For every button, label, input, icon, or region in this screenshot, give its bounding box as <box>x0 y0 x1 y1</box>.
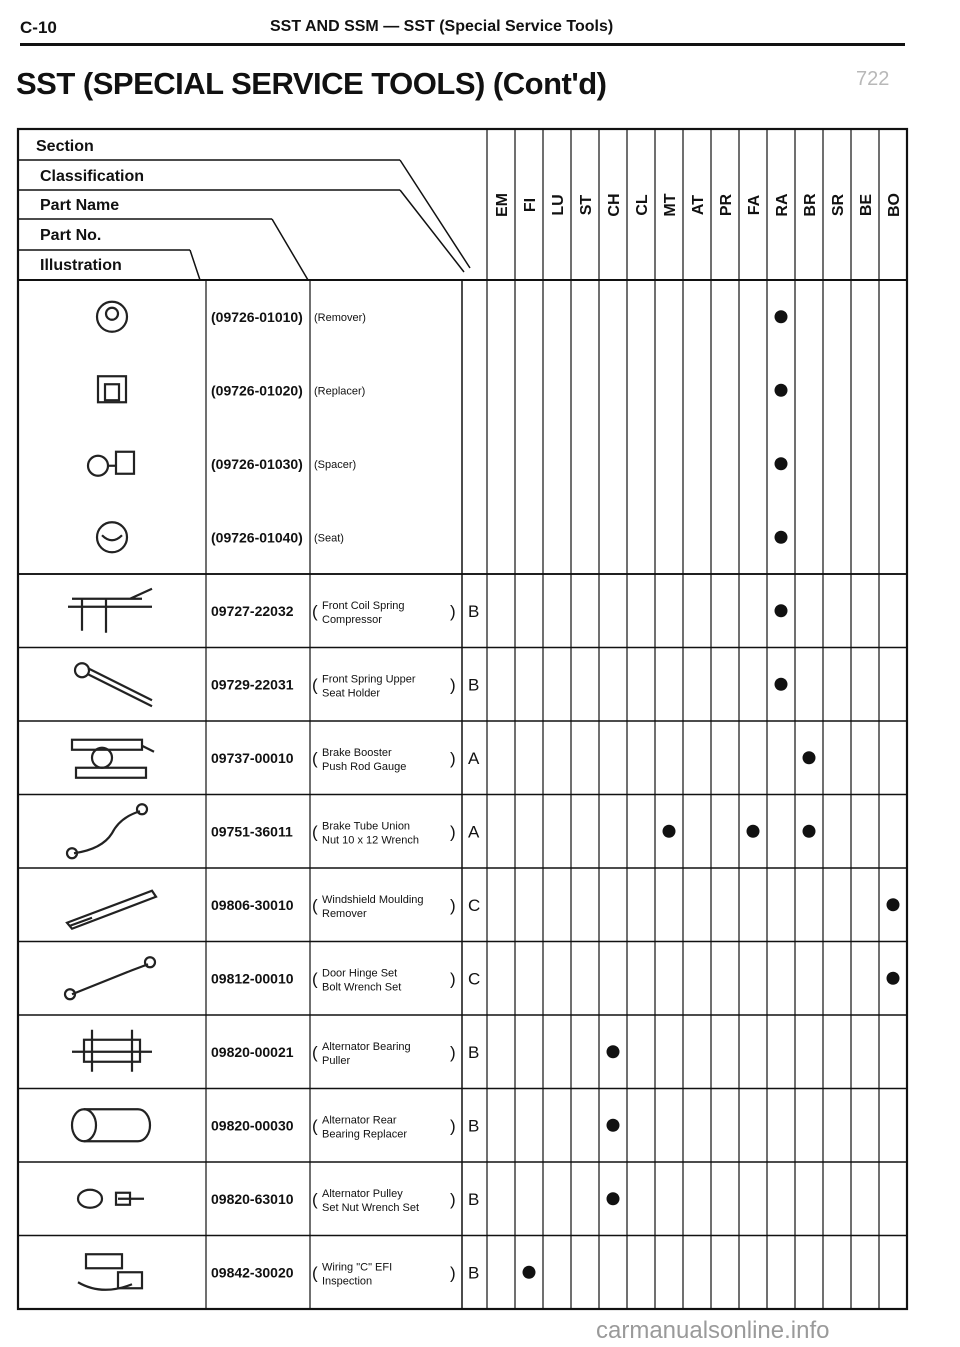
part-name: Brake Booster <box>322 746 392 759</box>
corner-mark: 722 <box>856 68 890 90</box>
part-name: Remover <box>322 907 367 920</box>
part-name: (Replacer) <box>314 385 366 398</box>
part-no: 09842-30020 <box>211 1264 294 1281</box>
part-no: (09726-01040) <box>211 529 303 546</box>
part-name: Door Hinge Set <box>322 967 398 980</box>
part-name: Puller <box>322 1054 351 1067</box>
applicability-dot-ra <box>775 678 788 691</box>
part-name: Wiring "C" EFI <box>322 1261 393 1274</box>
applicability-dot-mt <box>663 825 676 838</box>
page-title: SST (SPECIAL SERVICE TOOLS) (Cont'd) <box>16 66 607 101</box>
applicability-dot-br <box>803 825 816 838</box>
paren-close: ) <box>450 675 456 695</box>
applicability-dot-fi <box>523 1266 536 1279</box>
part-name: Brake Tube Union <box>322 820 411 833</box>
part-name: (Remover) <box>314 311 366 324</box>
bearing-replacer-icon <box>72 1109 150 1141</box>
part-name: Front Spring Upper <box>322 673 416 686</box>
part-name: Bearing Replacer <box>322 1128 407 1141</box>
paren-open: ( <box>312 748 318 768</box>
classification: B <box>468 601 480 621</box>
column-header-mt: MT <box>662 193 679 217</box>
column-header-st: ST <box>578 194 595 216</box>
part-no: 09729-22031 <box>211 676 294 693</box>
classification: B <box>468 675 480 695</box>
part-name: Nut 10 x 12 Wrench <box>322 834 420 847</box>
paren-open: ( <box>312 1116 318 1136</box>
applicability-dot-ra <box>775 384 788 397</box>
applicability-dot-ch <box>607 1119 620 1132</box>
part-no: 09751-36011 <box>211 823 293 840</box>
column-header-at: AT <box>690 194 707 216</box>
classification: B <box>468 1042 480 1062</box>
column-header-br: BR <box>802 193 819 217</box>
classification: B <box>468 1263 480 1283</box>
part-no: 09812-00010 <box>211 970 294 987</box>
part-name: Windshield Moulding <box>322 893 424 906</box>
paren-close: ) <box>450 748 456 768</box>
part-name: Seat Holder <box>322 687 381 700</box>
seat-ring-icon <box>97 522 127 552</box>
classification: B <box>468 1189 480 1209</box>
applicability-dot-ra <box>775 531 788 544</box>
column-header-em: EM <box>494 193 511 217</box>
paren-open: ( <box>312 601 318 621</box>
part-no: (09726-01030) <box>211 455 303 472</box>
paren-open: ( <box>312 895 318 915</box>
header-illustration-label: Illustration <box>40 257 122 274</box>
part-name: Bolt Wrench Set <box>322 981 402 994</box>
part-no: (09726-01010) <box>211 308 303 325</box>
part-no: 09820-63010 <box>211 1190 294 1207</box>
column-header-lu: LU <box>550 194 567 216</box>
applicability-dot-ra <box>775 604 788 617</box>
watermark: carmanualsonline.info <box>596 1317 830 1344</box>
part-no: 09806-30010 <box>211 896 294 913</box>
paren-close: ) <box>450 1263 456 1283</box>
part-no: 09737-00010 <box>211 749 294 766</box>
paren-close: ) <box>450 601 456 621</box>
spacer-pair-icon <box>88 452 134 476</box>
part-no: 09820-00030 <box>211 1117 294 1134</box>
wiring-inspection-icon <box>78 1254 142 1290</box>
classification: A <box>468 822 480 842</box>
running-header: SST AND SSM — SST (Special Service Tools) <box>270 18 614 35</box>
part-name: Inspection <box>322 1275 373 1288</box>
paren-open: ( <box>312 1042 318 1062</box>
page-number: C-10 <box>20 18 57 37</box>
part-no: (09726-01020) <box>211 382 303 399</box>
pulley-wrench-icon <box>78 1190 144 1208</box>
seat-holder-icon <box>75 663 152 706</box>
replacer-cup-icon <box>98 376 126 402</box>
header-classification-label: Classification <box>40 168 145 185</box>
applicability-dot-ra <box>775 310 788 323</box>
header-diagonal <box>190 250 200 280</box>
paren-close: ) <box>450 1116 456 1136</box>
part-name: Front Coil Spring <box>322 599 405 612</box>
header-diagonal <box>400 160 470 268</box>
part-name: Push Rod Gauge <box>322 760 407 773</box>
column-header-sr: SR <box>830 193 847 217</box>
part-name: Alternator Pulley <box>322 1187 403 1200</box>
bearing-puller-icon <box>72 1030 152 1072</box>
remover-ring-icon <box>97 302 127 332</box>
spring-compressor-icon <box>68 589 152 633</box>
paren-open: ( <box>312 1263 318 1283</box>
classification: A <box>468 748 480 768</box>
column-header-pr: PR <box>718 193 735 217</box>
paren-open: ( <box>312 969 318 989</box>
column-header-fa: FA <box>746 194 763 216</box>
column-header-fi: FI <box>522 197 539 213</box>
applicability-dot-ch <box>607 1192 620 1205</box>
column-header-cl: CL <box>634 194 651 216</box>
header-part-name-label: Part Name <box>40 197 120 214</box>
column-header-ra: RA <box>774 193 791 217</box>
applicability-dot-ra <box>775 457 788 470</box>
part-name: Compressor <box>322 613 382 626</box>
paren-open: ( <box>312 822 318 842</box>
part-no: 09820-00021 <box>211 1043 294 1060</box>
header-diagonal <box>272 219 308 280</box>
applicability-dot-bo <box>887 972 900 985</box>
header-part-no-label: Part No. <box>40 227 102 244</box>
classification: C <box>468 969 481 989</box>
applicability-dot-ch <box>607 1045 620 1058</box>
applicability-dot-bo <box>887 898 900 911</box>
paren-open: ( <box>312 1189 318 1209</box>
hinge-wrench-icon <box>65 957 155 999</box>
classification: B <box>468 1116 480 1136</box>
applicability-dot-br <box>803 751 816 764</box>
rod-gauge-icon <box>72 740 154 778</box>
paren-close: ) <box>450 1042 456 1062</box>
part-name: Set Nut Wrench Set <box>322 1201 420 1214</box>
column-header-be: BE <box>858 193 875 217</box>
paren-close: ) <box>450 895 456 915</box>
header-section-label: Section <box>36 138 94 155</box>
paren-close: ) <box>450 1189 456 1209</box>
paren-open: ( <box>312 675 318 695</box>
header-diagonal <box>400 190 464 272</box>
moulding-remover-icon <box>67 891 156 929</box>
column-header-ch: CH <box>606 193 623 217</box>
part-name: Alternator Rear <box>322 1114 397 1127</box>
part-no: 09727-22032 <box>211 602 294 619</box>
part-name: (Seat) <box>314 532 344 545</box>
part-name: Alternator Bearing <box>322 1040 411 1053</box>
column-header-bo: BO <box>886 193 903 217</box>
applicability-dot-fa <box>747 825 760 838</box>
union-wrench-icon <box>67 804 147 858</box>
paren-close: ) <box>450 822 456 842</box>
part-name: (Spacer) <box>314 458 357 471</box>
classification: C <box>468 895 481 915</box>
paren-close: ) <box>450 969 456 989</box>
